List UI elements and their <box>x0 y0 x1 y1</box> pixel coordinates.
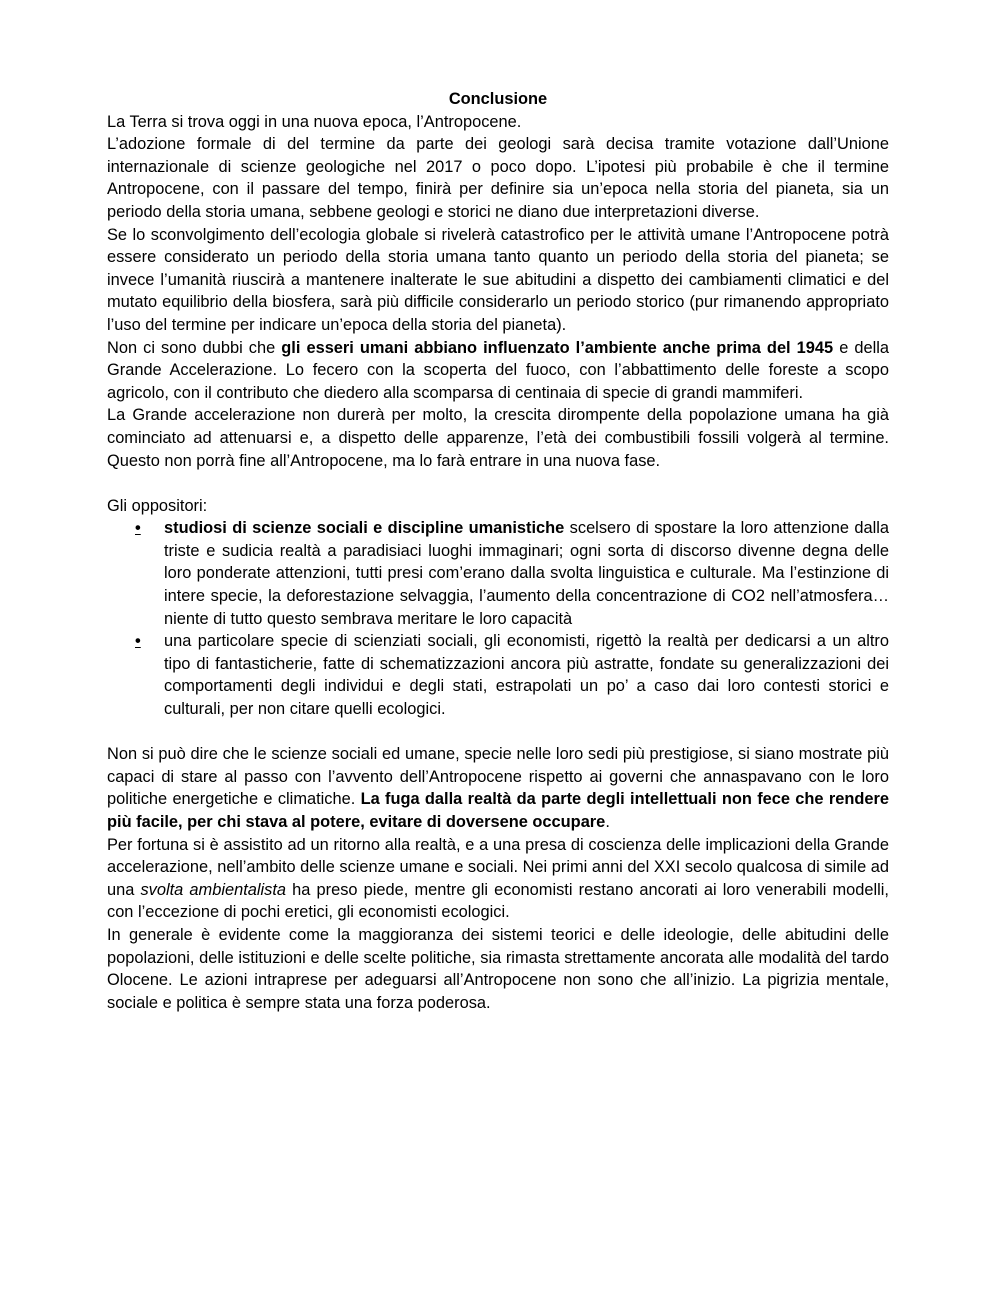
text-run: ha preso piede, mentre gli economisti restano ancorati ai loro venerabili modelli, con l’eccezione di pochi eretici, gli economisti ecologici. <box>107 880 889 922</box>
text-run: Non si può dire che le scienze sociali ed umane, specie nelle loro sedi più prestigiose, si siano mostrate più capaci di stare al passo con l’avvento dell’Antropocene rispetto ai governi che annaspavano con le loro politiche energetiche e climatiche. <box>107 745 889 809</box>
list-item <box>107 630 889 720</box>
text-run: una particolare specie di scienziati sociali, gli economisti, rigettò la realtà per dedicarsi a un altro tipo di fantasticherie, fatte di schematizzazioni ancora più astratte, fondate su generalizzazioni dei comportamenti degli individui e degli stati, estrapolati un po’ a caso dai loro contesti storici e culturali, per non citare quelli ecologici. <box>164 632 889 719</box>
paragraph-adoption: L’adozione formale di del termine da parte dei geologi sarà decisa tramite votazione dall’Unione internazionale di scienze geologiche nel 2017 o poco dopo. L’ipotesi più probabile è che il termine Antropocene, con il passare del tempo, finirà per definire sia un’epoca nella storia del pianeta, sia un periodo della storia umana, sebbene geologi e storici ne diano due interpretazioni diverse. <box>107 135 889 221</box>
opponents-heading: Gli oppositori: <box>107 496 208 515</box>
text-run: . <box>605 813 610 831</box>
list-item <box>107 517 889 630</box>
blank-line <box>107 472 889 495</box>
opponents-list <box>107 517 889 720</box>
blank-line <box>107 721 889 744</box>
paragraph-ecology: Se lo sconvolgimento dell’ecologia globale si rivelerà catastrofico per le attività umane l’Antropocene potrà essere considerato un periodo della storia umana tanto quanto un periodo della storia del pianeta; se invece l’umanità riuscirà a mantenere inalterate le sue abitudini a dispetto dei cambiamenti climatici e del mutato equilibrio della biosfera, sarà più difficile considerarlo un periodo storico (pur rimanendo appropriato l’uso del termine per indicare un’epoca della storia del pianeta). <box>107 225 889 334</box>
page-title: Conclusione <box>448 90 548 108</box>
paragraph-return-to-reality <box>107 834 889 924</box>
bullet-icon: • <box>135 632 141 651</box>
document-page <box>107 88 889 1014</box>
paragraph-intro: La Terra si trova oggi in una nuova epoca, l’Antropocene. <box>107 112 522 131</box>
text-run: scelsero di spostare la loro attenzione dalla triste e sudicia realtà a paradisiaci luoghi immaginari; ogni sorta di discorso divenne degna delle loro ponderate attenzioni, tutti presi com’erano dalla svolta linguistica e culturale. Ma l’estinzione di intere specie, la deforestazione selvaggia, l’aumento della concentrazione di CO2 nell’atmosfera… niente di tutto questo sembrava meritare le loro capacità <box>164 519 889 628</box>
italic-text-run: svolta ambientalista <box>140 880 287 899</box>
paragraph-human-influence <box>107 337 889 405</box>
text-run: Non ci sono dubbi che <box>107 338 282 357</box>
bold-text-run: La fuga dalla realtà da parte degli intellettuali non fece che rendere più facile, per chi stava al potere, evitare di doversene occupare <box>107 790 889 831</box>
paragraph-social-sciences <box>107 743 889 833</box>
bullet-icon: • <box>135 519 141 538</box>
paragraph-general: In generale è evidente come la maggioranza dei sistemi teorici e delle ideologie, delle abitudini delle popolazioni, delle istituzioni e delle scelte politiche, sia rimasta strettamente ancorata alle modalità del tardo Olocene. Le azioni intraprese per adeguarsi all’Antropocene non sono che all’inizio. La pigrizia mentale, sociale e politica è sempre stata una forza poderosa. <box>107 925 889 1012</box>
bold-text-run: gli esseri umani abbiano influenzato l’ambiente anche prima del 1945 <box>281 338 834 357</box>
header-mark <box>488 0 510 4</box>
paragraph-great-acceleration: La Grande accelerazione non durerà per molto, la crescita dirompente della popolazione umana ha già cominciato ad attenuarsi e, a dispetto delle apparenze, l’età dei combustibili fossili volgerà al termine. Questo non porrà fine all’Antropocene, ma lo farà entrare in una nuova fase. <box>107 406 889 470</box>
text-run: Per fortuna si è assistito ad un ritorno alla realtà, e a una presa di coscienza delle implicazioni della Grande accelerazione, nell’ambito delle scienze umane e sociali. Nei primi anni del XXI secolo qualcosa di simile ad una <box>107 835 889 899</box>
bold-text-run: studiosi di scienze sociali e discipline umanistiche <box>164 519 565 538</box>
text-run: e della Grande Accelerazione. Lo fecero con la scoperta del fuoco, con l’abbattimento delle foreste a scopo agricolo, con il contributo che diedero alla scomparsa di centinaia di specie di grandi mammiferi. <box>107 338 890 402</box>
